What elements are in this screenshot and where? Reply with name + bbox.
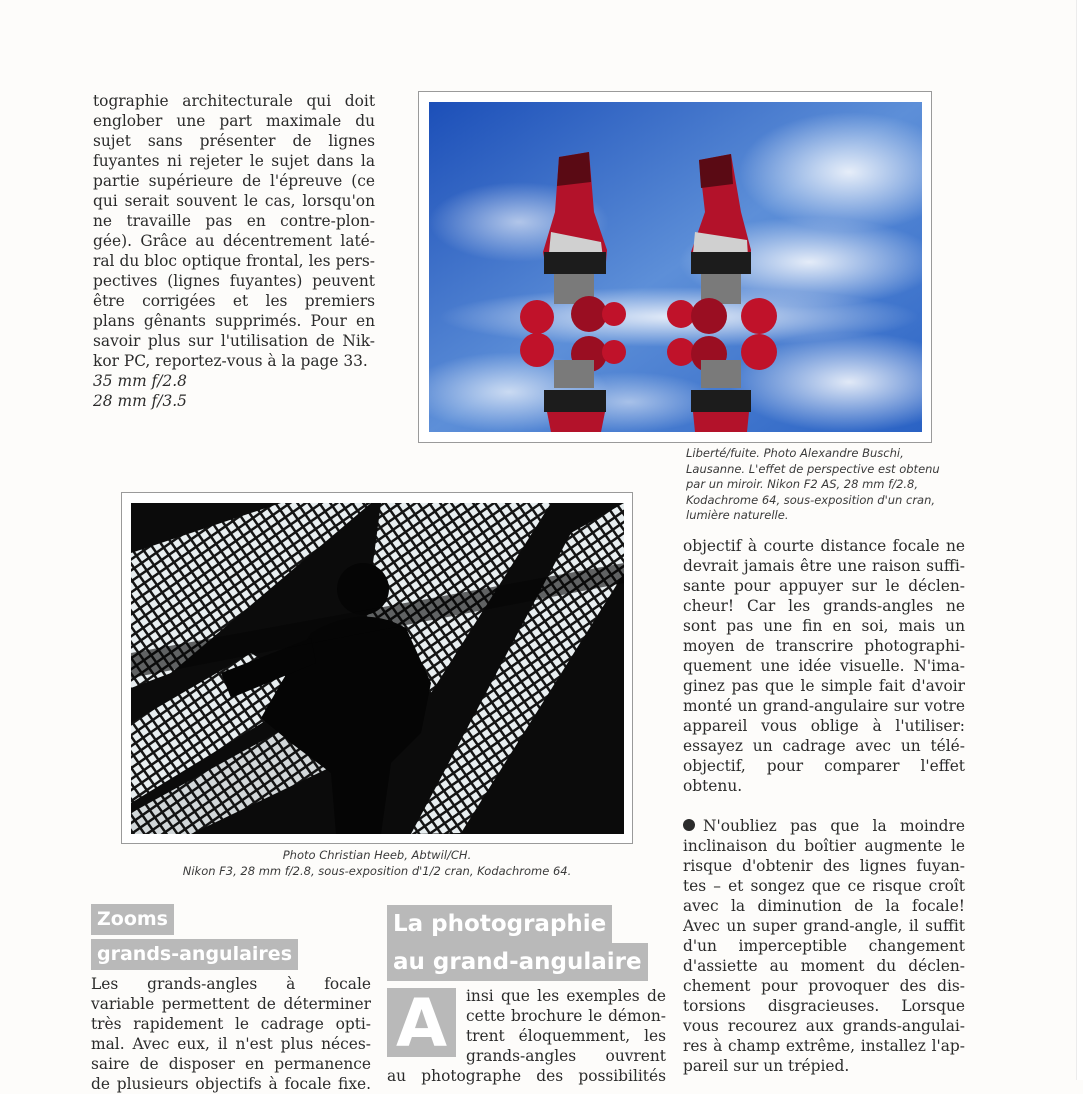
- text-line: cheur! Car les grands-angles ne: [683, 597, 965, 615]
- text-line: objectif, pour comparer l'effet: [683, 757, 965, 775]
- zooms-text: [91, 974, 371, 1094]
- text-line: vous recourez aux grands-angulai-: [683, 1017, 965, 1035]
- text-line: saire de disposer en permanence: [91, 1055, 371, 1073]
- text-line: englober une part maximale du: [93, 112, 375, 130]
- text-line: ginez pas que le simple fait d'avoir: [683, 677, 965, 695]
- photo-heading-2: au grand-angulaire: [387, 943, 648, 981]
- photo-stairs-frame: [121, 492, 633, 844]
- text-line: Avec un super grand-angle, il suffit: [683, 917, 965, 935]
- text-line: risque d'obtenir des lignes fuyan-: [683, 857, 965, 875]
- photo-stairs-caption: [121, 848, 633, 879]
- page-edge: [1076, 0, 1083, 1080]
- text-line: être corrigées et les premiers: [93, 292, 375, 310]
- text-line: fuyantes ni rejeter le sujet dans la: [93, 152, 375, 170]
- text-line: sujet sans présenter de lignes: [93, 132, 375, 150]
- text-line: pareil sur un trépied.: [683, 1057, 850, 1075]
- caption-line: lumière naturelle.: [686, 508, 789, 522]
- text-line: ral du bloc optique frontal, les pers-: [93, 252, 375, 270]
- lens-spec: 28 mm f/3.5: [93, 392, 187, 410]
- text-line: variable permettent de déterminer: [91, 995, 371, 1013]
- photo-skates-frame: [418, 91, 932, 443]
- photo-skates: [429, 102, 922, 432]
- paragraph-gap: [683, 796, 965, 816]
- zooms-heading-2: grands-angulaires: [91, 939, 298, 970]
- bullet-icon: [683, 819, 695, 831]
- text-line: avec la diminution de la focale!: [683, 897, 965, 915]
- left-column-text: [93, 91, 375, 411]
- text-line: plans gênants supprimés. Pour en: [93, 312, 375, 330]
- text-line: tes – et songez que ce risque croît: [683, 877, 965, 895]
- text-line: quement une idée visuelle. N'ima-: [683, 657, 965, 675]
- caption-line: Kodachrome 64, sous-exposition d'un cran,: [686, 492, 936, 507]
- text-line: sont pas une fin en soi, mais un: [683, 617, 965, 635]
- right-column-text: [683, 536, 965, 1076]
- text-line: obtenu.: [683, 777, 743, 795]
- text-line: res à champ extrême, installez l'ap-: [683, 1037, 965, 1055]
- text-line: Les grands-angles à focale: [91, 975, 371, 993]
- text-line: chement pour provoquer des dis-: [683, 977, 965, 995]
- text-line: mal. Avec eux, il n'est plus néces-: [91, 1035, 371, 1053]
- bullet-text: N'oubliez pas que la moindre: [703, 817, 965, 835]
- photo-section-text: [387, 1066, 666, 1086]
- text-line: moyen de transcrire photographi-: [683, 637, 965, 655]
- text-line: d'assiette au moment du déclen-: [683, 957, 965, 975]
- photo-stairs: [131, 503, 624, 834]
- drop-cap: A: [387, 988, 456, 1057]
- text-line: cette brochure le démon-: [466, 1007, 666, 1025]
- text-line: savoir plus sur l'utilisation de Nik-: [93, 332, 375, 350]
- zooms-heading-1: Zooms: [91, 904, 174, 935]
- text-line: sante pour appuyer sur le déclen-: [683, 577, 965, 595]
- text-line: kor PC, reportez-vous à la page 33.: [93, 352, 368, 370]
- text-line: pectives (lignes fuyantes) peuvent: [93, 272, 375, 290]
- caption-line: Liberté/fuite. Photo Alexandre Buschi,: [686, 446, 904, 460]
- text-line: partie supérieure de l'épreuve (ce: [93, 172, 375, 190]
- lens-spec: 35 mm f/2.8: [93, 372, 187, 390]
- caption-line: Photo Christian Heeb, Abtwil/CH.: [282, 848, 472, 862]
- text-line: insi que les exemples de: [466, 987, 666, 1005]
- caption-line: Nikon F3, 28 mm f/2.8, sous-exposition d'1/2 cran, Kodachrome 64.: [182, 863, 572, 878]
- text-line: inclinaison du boîtier augmente le: [683, 837, 965, 855]
- text-line: objectif à courte distance focale ne: [683, 537, 965, 555]
- text-line: très rapidement le cadrage opti-: [91, 1015, 371, 1033]
- roller-skates-image: [429, 102, 922, 432]
- text-line: grands-angles ouvrent: [466, 1047, 666, 1065]
- text-line: monté un grand-angulaire sur votre: [683, 697, 965, 715]
- text-line: au photographe des possibilités: [387, 1067, 666, 1085]
- photo-skates-caption: [686, 446, 986, 524]
- text-line: ne travaille pas en contre-plon-: [93, 212, 375, 230]
- text-line: d'un imperceptible changement: [683, 937, 965, 955]
- text-line: qui serait souvent le cas, lorsqu'on: [93, 192, 375, 210]
- text-line: de plusieurs objectifs à focale fixe.: [91, 1075, 371, 1093]
- staircase-silhouette-image: [131, 503, 624, 834]
- text-line: essayez un cadrage avec un télé-: [683, 737, 965, 755]
- text-line: [683, 816, 965, 836]
- text-line: tographie architecturale qui doit: [93, 92, 375, 110]
- caption-line: Lausanne. L'effet de perspective est obtenu: [686, 461, 940, 476]
- caption-line: par un miroir. Nikon F2 AS, 28 mm f/2.8,: [686, 477, 919, 491]
- photo-section-text-indented: [466, 986, 666, 1066]
- photo-heading-1: La photographie: [387, 905, 612, 943]
- text-line: devrait jamais être une raison suffi-: [683, 557, 965, 575]
- text-line: appareil vous oblige à l'utiliser:: [683, 717, 965, 735]
- text-line: torsions disgracieuses. Lorsque: [683, 997, 965, 1015]
- text-line: gée). Grâce au décentrement laté-: [93, 232, 375, 250]
- text-line: trent éloquemment, les: [466, 1027, 666, 1045]
